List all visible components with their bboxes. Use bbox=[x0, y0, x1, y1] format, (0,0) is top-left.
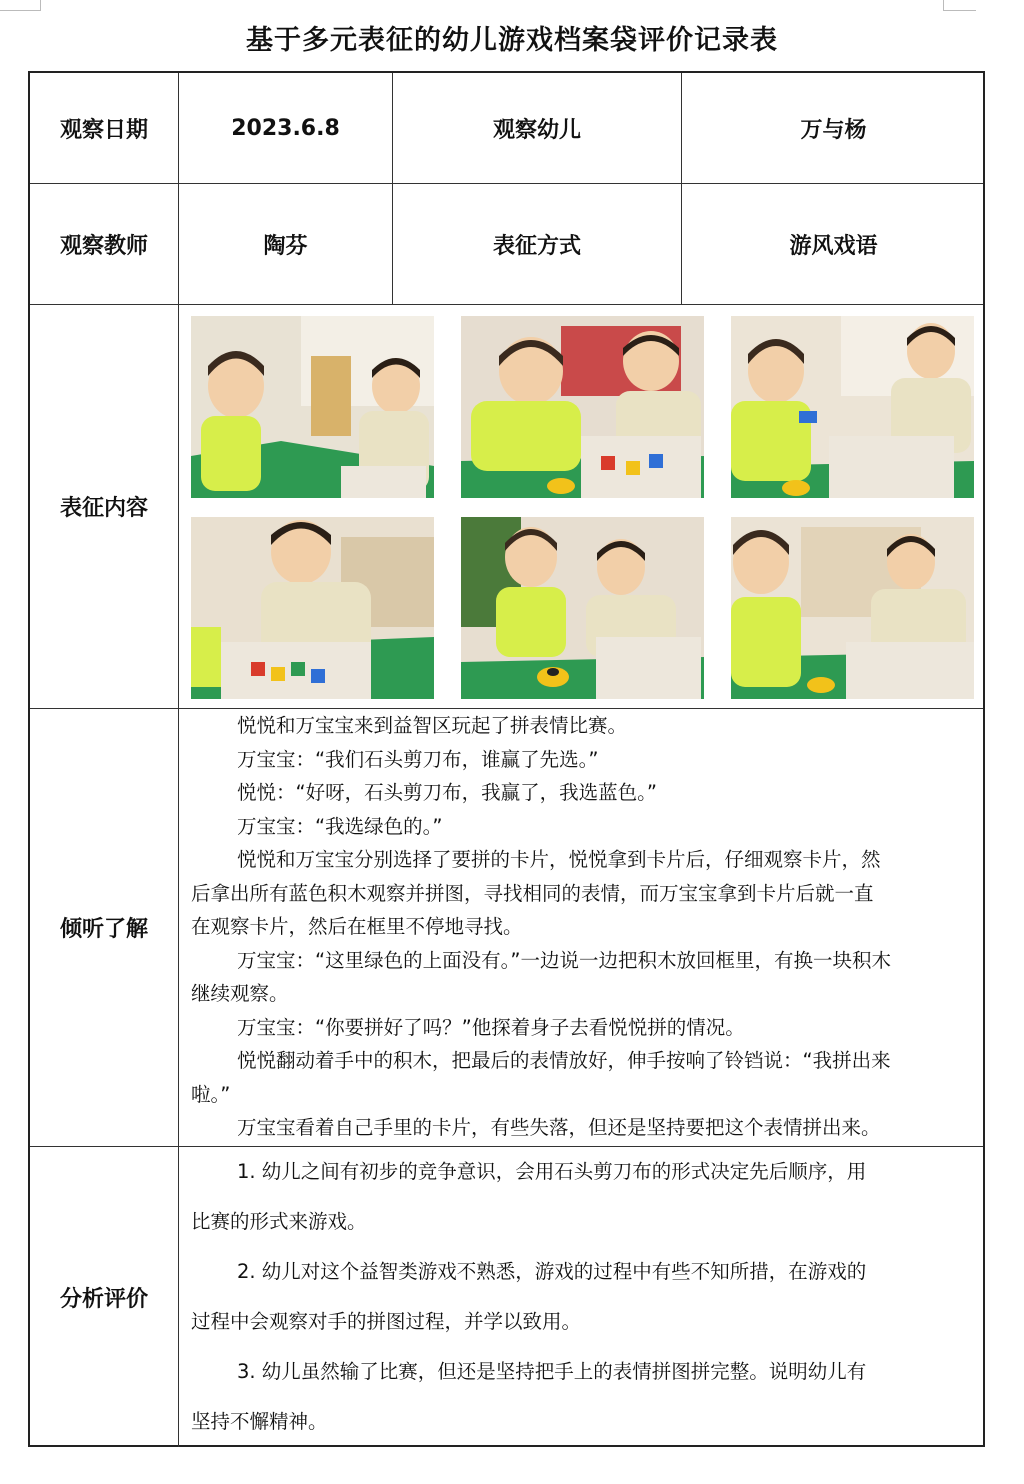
listening-line: 在观察卡片，然后在框里不停地寻找。 bbox=[191, 915, 523, 938]
listening-line: 万宝宝看着自己手里的卡片，有些失落，但还是坚持要把这个表情拼出来。 bbox=[237, 1116, 881, 1139]
listening-line: 啦。” bbox=[191, 1082, 231, 1106]
teacher-value: 陶芬 bbox=[263, 233, 308, 259]
listening-line: 万宝宝：“我们石头剪刀布，谁赢了先选。” bbox=[237, 747, 599, 771]
listening-line: 悦悦：“好呀，石头剪刀布，我赢了，我选蓝色。” bbox=[237, 781, 657, 804]
listening-text bbox=[191, 709, 976, 1145]
date-value: 2023.6.8 bbox=[231, 115, 340, 141]
photo-5 bbox=[461, 517, 704, 699]
record-table bbox=[28, 71, 985, 1447]
analysis-line: 坚持不懈精神。 bbox=[191, 1410, 328, 1433]
photo-3 bbox=[731, 316, 974, 498]
listening-line: 继续观察。 bbox=[191, 982, 289, 1005]
content-label: 表征内容 bbox=[59, 496, 148, 521]
listening-line: 悦悦和万宝宝来到益智区玩起了拼表情比赛。 bbox=[237, 714, 628, 737]
analysis-line: 过程中会观察对手的拼图过程，并学以致用。 bbox=[191, 1310, 582, 1333]
page-title: 基于多元表征的幼儿游戏档案袋评价记录表 bbox=[246, 25, 778, 56]
analysis-line: 2. 幼儿对这个益智类游戏不熟悉，游戏的过程中有些不知所措，在游戏的 bbox=[237, 1260, 867, 1283]
method-label: 表征方式 bbox=[492, 233, 581, 259]
analysis-line: 3. 幼儿虽然输了比赛，但还是坚持把手上的表情拼图拼完整。说明幼儿有 bbox=[237, 1360, 867, 1383]
photo-1 bbox=[191, 316, 434, 498]
child-label: 观察幼儿 bbox=[492, 117, 581, 143]
teacher-label: 观察教师 bbox=[59, 233, 148, 259]
photo-2 bbox=[461, 316, 704, 498]
listening-line: 后拿出所有蓝色积木观察并拼图，寻找相同的表情，而万宝宝拿到卡片后就一直 bbox=[191, 881, 874, 905]
method-value: 游风戏语 bbox=[789, 233, 878, 259]
analysis-label: 分析评价 bbox=[59, 1286, 148, 1312]
listening-line: 万宝宝：“这里绿色的上面没有。”一边说一边把积木放回框里，有换一块积木 bbox=[237, 948, 891, 972]
child-value: 万与杨 bbox=[800, 117, 867, 143]
analysis-line: 比赛的形式来游戏。 bbox=[191, 1210, 367, 1233]
photo-4 bbox=[191, 517, 434, 699]
listening-line: 悦悦翻动着手中的积木，把最后的表情放好，伸手按响了铃铛说：“我拼出来 bbox=[237, 1049, 891, 1072]
date-label: 观察日期 bbox=[59, 117, 148, 143]
analysis-text bbox=[191, 1147, 981, 1447]
listening-line: 万宝宝：“我选绿色的。” bbox=[237, 814, 443, 838]
page-corner-mark-right bbox=[943, 0, 976, 11]
photo-6 bbox=[731, 517, 974, 699]
listening-line: 悦悦和万宝宝分别选择了要拼的卡片，悦悦拿到卡片后，仔细观察卡片，然 bbox=[237, 848, 881, 871]
page-corner-mark-left bbox=[0, 0, 41, 11]
listening-label: 倾听了解 bbox=[59, 917, 148, 942]
analysis-line: 1. 幼儿之间有初步的竞争意识，会用石头剪刀布的形式决定先后顺序，用 bbox=[237, 1160, 867, 1183]
listening-line: 万宝宝：“你要拼好了吗？”他探着身子去看悦悦拼的情况。 bbox=[237, 1015, 745, 1039]
